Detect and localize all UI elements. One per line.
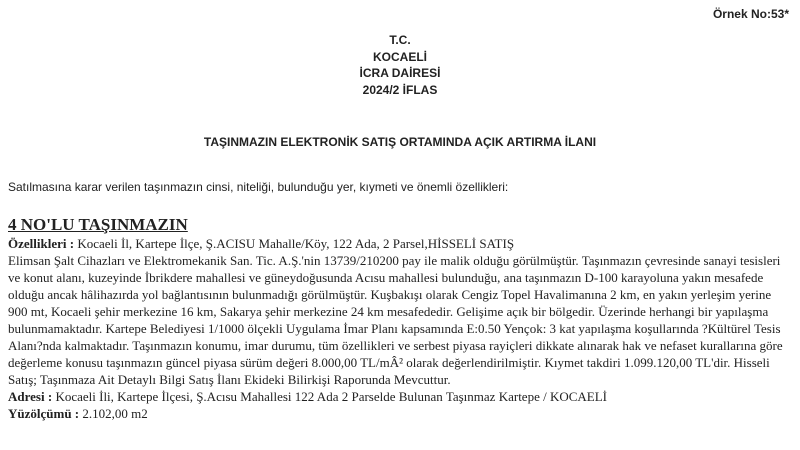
property-heading: 4 NO'LU TAŞINMAZIN: [8, 215, 188, 234]
features-line: [8, 235, 788, 252]
header-line-office: İCRA DAİRESİ: [359, 66, 441, 80]
header-line-tc: T.C.: [389, 33, 411, 47]
announcement-title: TAŞINMAZIN ELEKTRONİK SATIŞ ORTAMINDA AÇIK ARTIRMA İLANI: [203, 135, 597, 149]
sample-number: Örnek No:53*: [712, 7, 789, 21]
area-line: [8, 405, 788, 422]
property-description: Elimsan Şalt Cihazları ve Elektromekanik San. Tic. A.Ş.'nin 13739/210200 pay ile malik olduğu görülmüştür. Taşınmazın çevresinde sanayi tesisleri ve konut alanı, kuzeyinde İbrikdere mahallesi ve güneydoğusunda Acısu mahallesi bulunduğu, ana taşınmazın D-100 karayoluna yakın mesafede olduğu ancak hâlihazırda yol bağlantısının bulunmadığı görülmüştür. Kuşbakışı olarak Cengiz Topel Havalimanına 2 km, en yakın yerleşim yerine 900 mt, Kocaeli şehir merkezine 16 km, Sakarya şehir merkezine 24 km mesafededir. Gelişime açık bir bölgedir. Üzerinde herhangi bir yapılaşma bulunmamaktadır. Kartepe Belediyesi 1/1000 ölçekli Uygulama İmar Planı kapsamında E:0.50 Yençok: 3 kat yapılaşma koşullarında ?Kültürel Tesis Alanı?nda kalmaktadır. Taşınmazın konumu, imar durumu, tüm özellikleri ve serbest piyasa rayiçleri dikkate alınarak hak ve nefaset kurallarına göre değerleme konusu taşınmazın güncel piyasa sürüm değeri 8.000,00 TL/mÂ² olarak değerlendirilmiştir. Kıymet takdiri 1.099.120,00 TL'dir. Hisseli Satış; Taşınmaza Ait Detaylı Bilgi Satış İlanı Ekideki Bilirkişi Raporunda Mevcuttur.: [8, 253, 783, 387]
area-label: Yüzölçümü :: [8, 406, 80, 421]
intro-text: Satılmasına karar verilen taşınmazın cinsi, niteliği, bulunduğu yer, kıymeti ve önemli özellikleri:: [8, 180, 509, 194]
features-summary: Kocaeli İl, Kartepe İlçe, Ş.ACISU Mahalle/Köy, 122 Ada, 2 Parsel,HİSSELİ SATIŞ: [74, 236, 515, 251]
features-label: Özellikleri :: [8, 236, 75, 251]
area-value: 2.102,00 m2: [79, 406, 148, 421]
header-line-file-no: 2024/2 İFLAS: [362, 82, 438, 97]
court-header: [0, 32, 800, 98]
address-label: Adresi :: [8, 389, 53, 404]
address-line: [8, 388, 788, 405]
property-section: [8, 214, 788, 422]
header-line-city: KOCAELİ: [373, 49, 427, 64]
address-value: Kocaeli İli, Kartepe İlçesi, Ş.Acısu Mahallesi 122 Ada 2 Parselde Bulunan Taşınmaz Kartepe / KOCAELİ: [52, 389, 607, 404]
